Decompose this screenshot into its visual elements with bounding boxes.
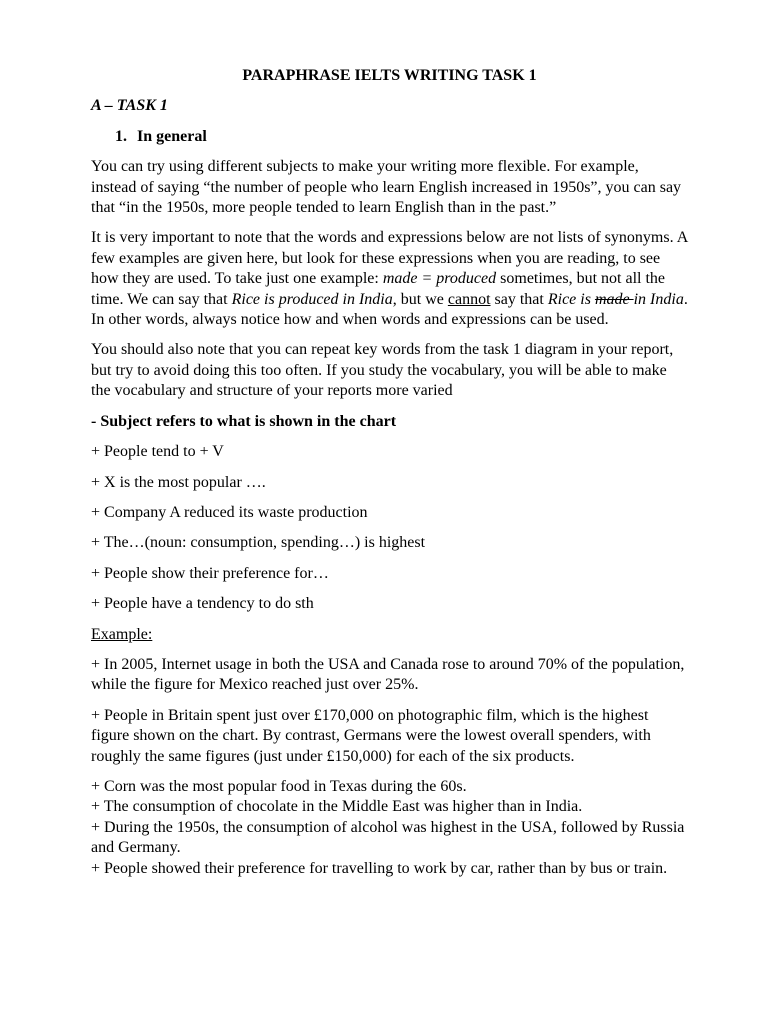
para2-underline: cannot — [447, 290, 491, 308]
example-line: + Corn was the most popular food in Texas during the 60s. — [91, 777, 467, 795]
para2-text-4: say that — [490, 290, 548, 308]
example-label: Example: — [91, 625, 153, 643]
bullet-item: + People show their preference for… — [91, 564, 329, 582]
para2-italic-3: Rice is — [547, 290, 595, 308]
section-heading: A – TASK 1 — [91, 97, 168, 115]
para2-italic-1: made = produced — [382, 270, 497, 288]
para2-italic-4: in India — [633, 290, 684, 308]
example-line: + People showed their preference for travelling to work by car, rather than by bus or train. — [91, 859, 668, 877]
para2-strikethrough: made — [594, 290, 634, 308]
subheading-text: In general — [137, 127, 207, 145]
bullet-item: + The…(noun: consumption, spending…) is highest — [91, 534, 426, 552]
bullet-item: + People tend to + V — [91, 443, 224, 461]
example-line: + During the 1950s, the consumption of alcohol was highest in the USA, followed by Russia and Germany. — [91, 818, 685, 857]
para2-text-5: . In other words, always notice how and when words and expressions can be used. — [91, 290, 688, 329]
paragraph-1: You can try using different subjects to make your writing more flexible. For example, instead of saying “the number of people who learn English increased in 1950s”, you can say that “in the 1950s, more people tended to learn English than in the past.” — [91, 158, 682, 217]
bullet-item: + Company A reduced its waste production — [91, 503, 368, 521]
para2-text-1: It is very important to note that the words and expressions below are not lists of synonyms. A few examples are given here, but look for these expressions when you are reading, to see how they are used. To take just one example: — [91, 229, 688, 288]
subject-heading: - Subject refers to what is shown in the chart — [91, 412, 397, 430]
document-title: PARAPHRASE IELTS WRITING TASK 1 — [242, 67, 537, 84]
subheading — [91, 127, 688, 147]
example-line: + The consumption of chocolate in the Middle East was higher than in India. — [91, 798, 583, 816]
para2-italic-2: Rice is produced in India — [231, 290, 393, 308]
subheading-number: 1. — [115, 127, 127, 145]
paragraph-2 — [91, 228, 688, 330]
para2-text-3: , but we — [392, 290, 448, 308]
paragraph-3: You should also note that you can repeat key words from the task 1 diagram in your report, but try to avoid doing this too often. If you study the vocabulary, you will be able to make the vocabulary and structure of your reports more varied — [91, 341, 674, 400]
bullet-item: + People have a tendency to do sth — [91, 595, 314, 613]
example-paragraph: + People in Britain spent just over £170,000 on photographic film, which is the highest figure shown on the chart. By contrast, Germans were the lowest overall spenders, with roughly the same figures (just under £150,000) for each of the six products. — [91, 706, 651, 765]
example-lines — [91, 777, 688, 879]
example-paragraph: + In 2005, Internet usage in both the USA and Canada rose to around 70% of the population, while the figure for Mexico reached just over 25%. — [91, 655, 685, 694]
bullet-item: + X is the most popular …. — [91, 473, 266, 491]
para2-text-2: sometimes, but not all the time. We can say that — [91, 270, 666, 308]
